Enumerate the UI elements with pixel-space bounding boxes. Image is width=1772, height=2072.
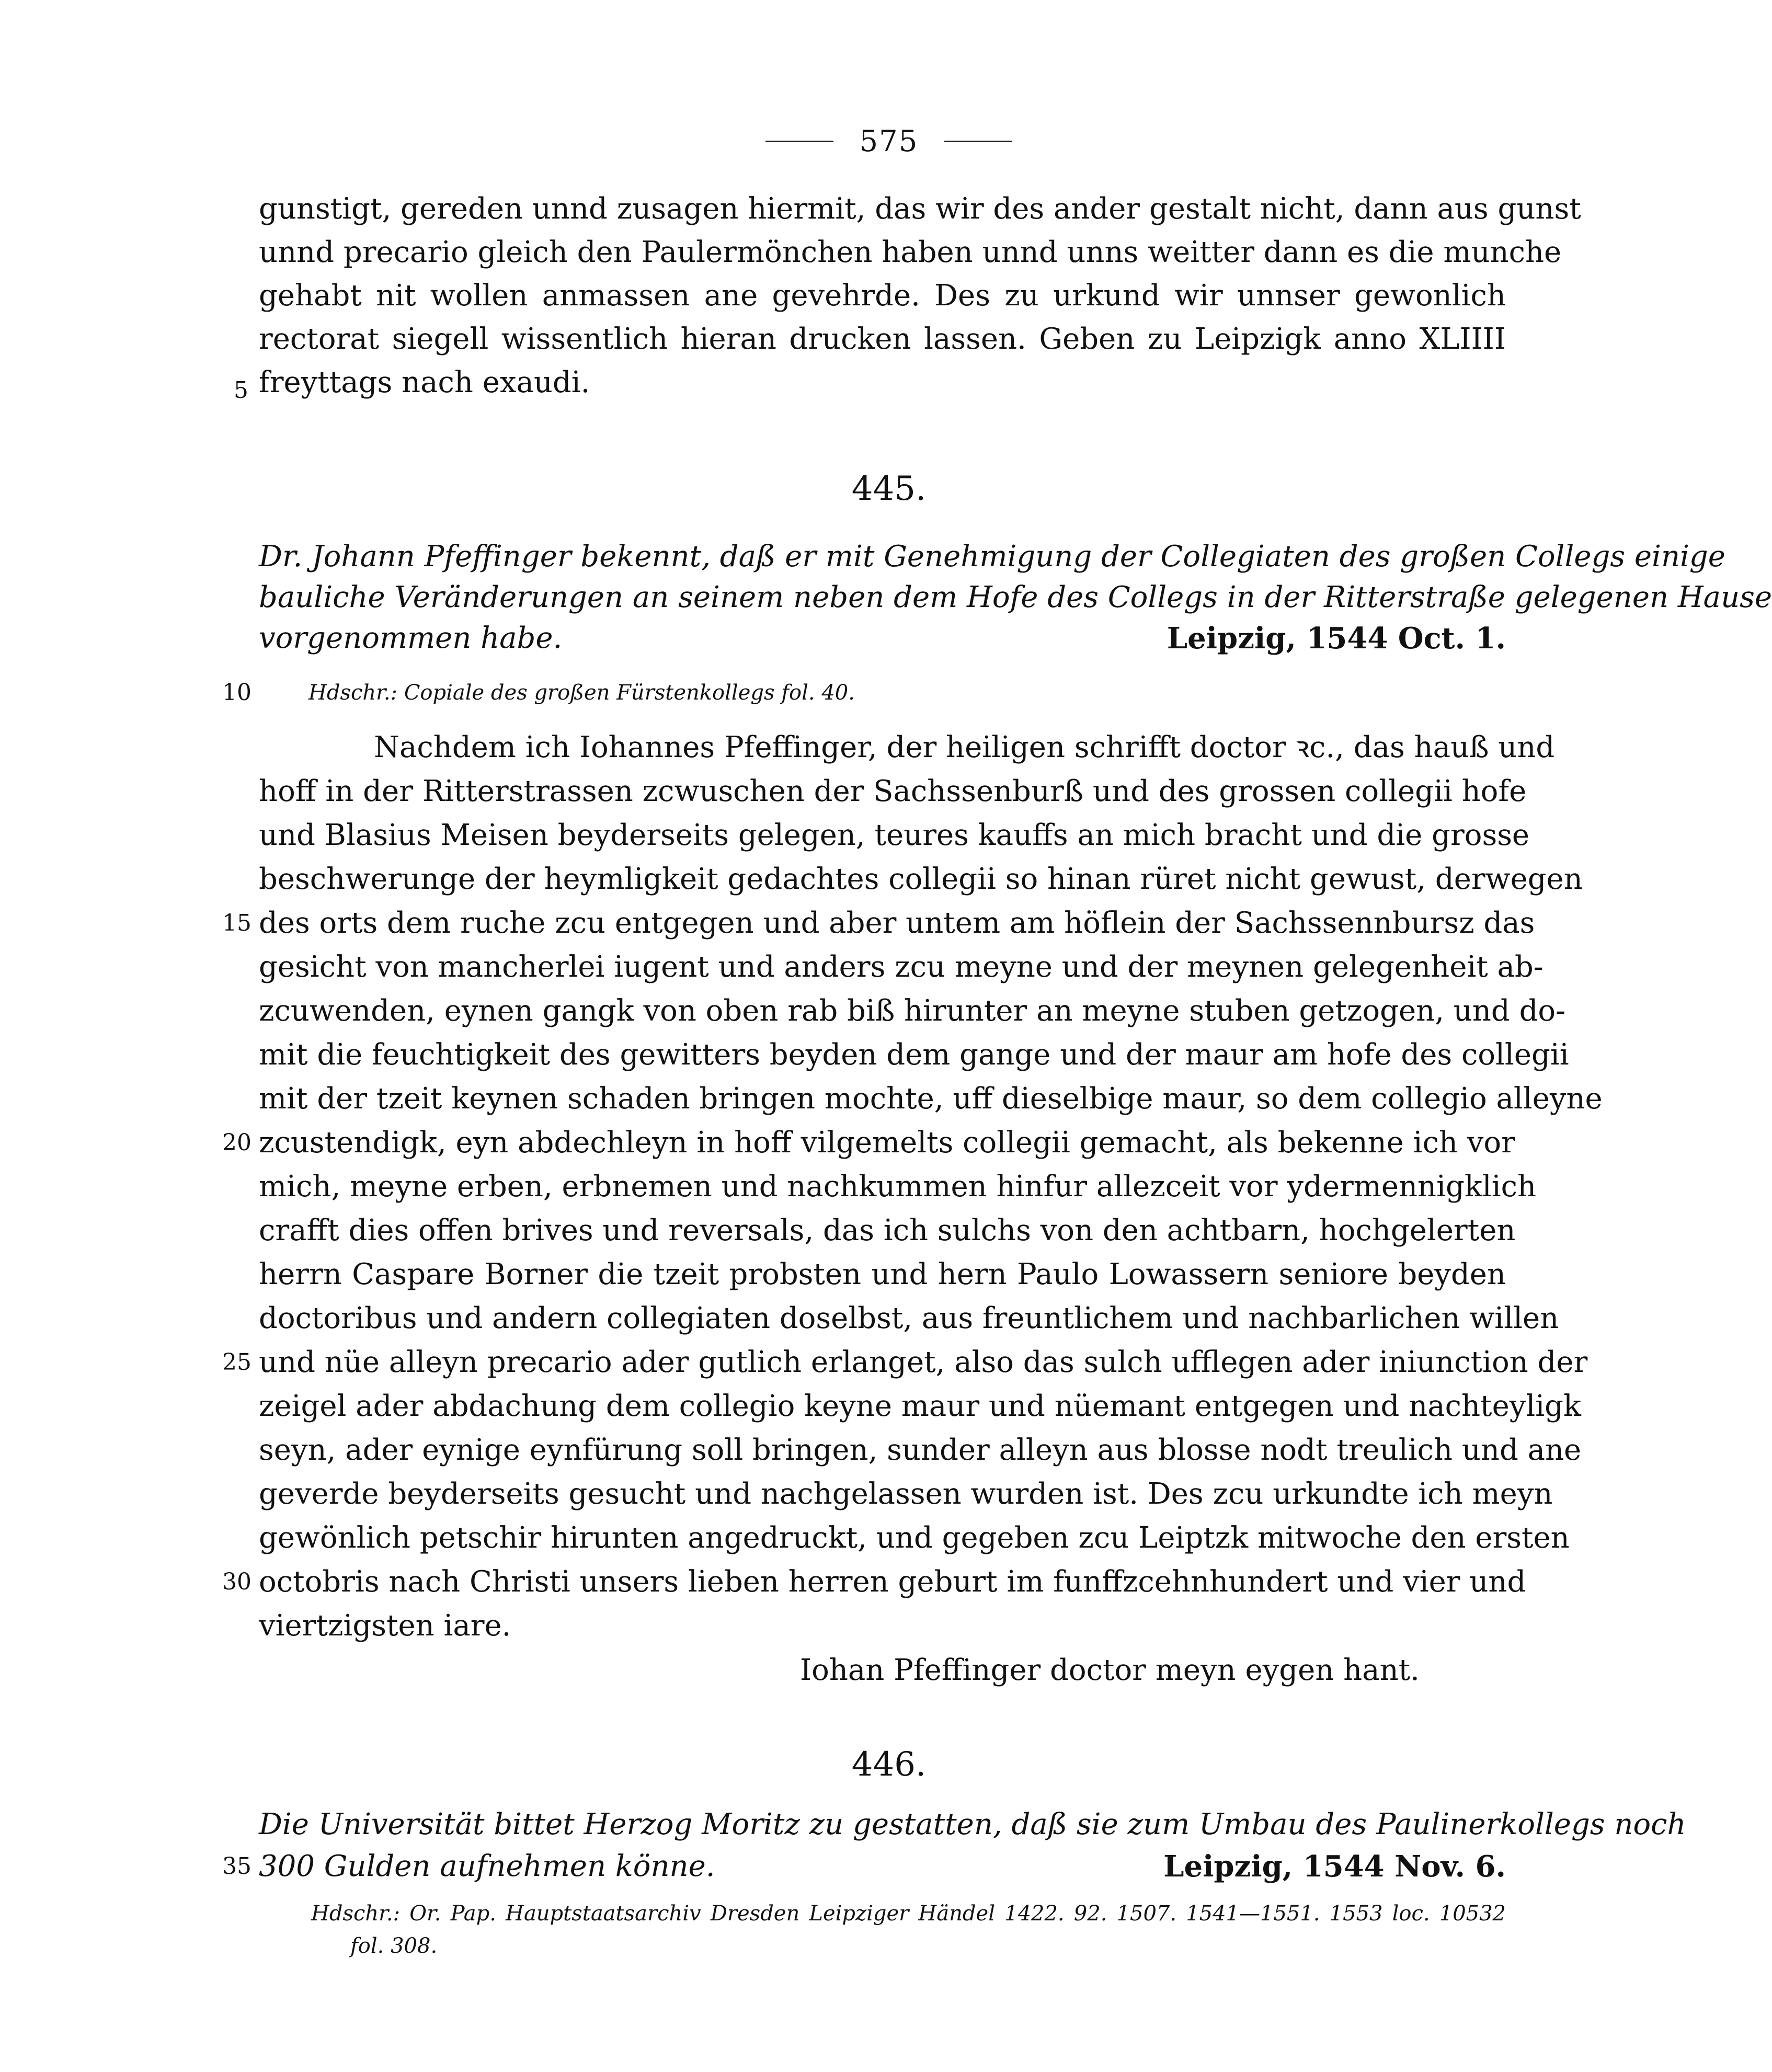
text-line: Nachdem ich Iohannes Pfeffinger, der heiligen schrifft doctor ꝛc., das hauß und xyxy=(374,730,1555,764)
source-line: fol. 308. xyxy=(350,1934,438,1958)
text-line: freyttags nach exaudi. xyxy=(259,365,590,399)
text-line: gunstigt, gereden unnd zusagen hiermit, das wir des ander gestalt nicht, dann aus gunst xyxy=(259,192,1581,226)
text-line: beschwerunge der heymligkeit gedachtes collegii so hinan rüret nicht gewust, derwegen xyxy=(259,862,1583,896)
source-line: Hdschr.: Copiale des großen Fürstenkollegs fol. 40. xyxy=(308,681,855,705)
text-line: viertzigsten iare. xyxy=(259,1609,511,1643)
line-number: 5 xyxy=(234,377,248,404)
header-rule-left xyxy=(765,141,833,142)
document-date: Leipzig, 1544 Oct. 1. xyxy=(1167,621,1506,656)
line-number: 20 xyxy=(222,1129,251,1156)
text-line: zcuwenden, eynen gangk von oben rab biß hirunter an meyne stuben getzogen, und do- xyxy=(259,994,1566,1028)
text-line: gewönlich petschir hirunten angedruckt, und gegeben zcu Leiptzk mitwoche den ersten xyxy=(259,1521,1570,1555)
text-line: und Blasius Meisen beyderseits gelegen, teures kauffs an mich bracht und die grosse xyxy=(259,818,1530,852)
line-number: 35 xyxy=(222,1853,251,1880)
regest-line: Dr. Johann Pfeffinger bekennt, daß er mit Genehmigung der Collegiaten des großen Collegs einige xyxy=(259,540,1725,574)
text-line: geverde beyderseits gesucht und nachgelassen wurden ist. Des zcu urkundte ich meyn xyxy=(259,1477,1553,1511)
regest-line: 300 Gulden aufnehmen könne. xyxy=(259,1849,715,1883)
regest-line: bauliche Veränderungen an seinem neben dem Hofe des Collegs in der Ritterstraße gelegenen Hause xyxy=(259,580,1772,614)
text-line: zcustendigk, eyn abdechleyn in hoff vilgemelts collegii gemacht, als bekenne ich vor xyxy=(259,1126,1515,1160)
text-line: unnd precario gleich den Paulermönchen haben unnd unns weitter dann es die munche xyxy=(259,235,1562,269)
regest-line: Die Universität bittet Herzog Moritz zu gestatten, daß sie zum Umbau des Paulinerkollegs noch xyxy=(259,1807,1686,1841)
page-number: 575 xyxy=(859,124,919,158)
text-line: und nüe alleyn precario ader gutlich erlanget, also das sulch ufflegen ader iniunction der xyxy=(259,1345,1588,1379)
line-number: 25 xyxy=(222,1349,251,1376)
line-number: 15 xyxy=(222,910,251,936)
text-line: herrn Caspare Borner die tzeit probsten und hern Paulo Lowassern seniore beyden xyxy=(259,1257,1506,1291)
text-line: zeigel ader abdachung dem collegio keyne maur und nüemant entgegen und nachteyligk xyxy=(259,1389,1581,1423)
header-rule-right xyxy=(944,141,1012,142)
line-number: 30 xyxy=(222,1569,251,1595)
text-line: doctoribus und andern collegiaten doselbst, aus freuntlichem und nachbarlichen willen xyxy=(259,1301,1559,1335)
line-number: 10 xyxy=(222,679,251,706)
text-line: mich, meyne erben, erbnemen und nachkummen hinfur allezceit vor ydermennigklich xyxy=(259,1170,1537,1204)
page-header xyxy=(742,120,1035,162)
text-line: seyn, ader eynige eynfürung soll bringen, sunder alleyn aus blosse nodt treulich und ane xyxy=(259,1433,1582,1467)
text-line: gehabt nit wollen anmassen ane gevehrde. Des zu urkund wir unnser gewonlich xyxy=(259,279,1506,313)
text-line: mit der tzeit keynen schaden bringen mochte, uff dieselbige maur, so dem collegio alleyne xyxy=(259,1082,1603,1116)
text-line: octobris nach Christi unsers lieben herren geburt im funffzcehnhundert und vier und xyxy=(259,1565,1526,1599)
regest-line-with-date xyxy=(259,620,1506,662)
source-line: Hdschr.: Or. Pap. Hauptstaatsarchiv Dresden Leipziger Händel 1422. 92. 1507. 1541—1551. 1553 loc. 10532 xyxy=(311,1902,1506,1926)
document-number: 445. xyxy=(851,470,927,508)
text-line: rectorat siegell wissentlich hieran drucken lassen. Geben zu Leipzigk anno XLIIII xyxy=(259,322,1506,356)
text-line: crafft dies offen brives und reversals, das ich sulchs von den achtbarn, hochgelerten xyxy=(259,1214,1516,1247)
document-date: Leipzig, 1544 Nov. 6. xyxy=(1163,1849,1506,1884)
text-line: hoff in der Ritterstrassen zcwuschen der Sachssenburß und des grossen collegii hofe xyxy=(259,774,1527,808)
signature: Iohan Pfeffinger doctor meyn eygen hant. xyxy=(800,1653,1420,1687)
text-line: gesicht von mancherlei iugent und anders zcu meyne und der meynen gelegenheit ab- xyxy=(259,950,1544,984)
text-line: des orts dem ruche zcu entgegen und aber untem am höflein der Sachssennbursz das xyxy=(259,906,1535,940)
regest-line-with-date xyxy=(259,1848,1506,1890)
text-line: mit die feuchtigkeit des gewitters beyden dem gange und der maur am hofe des collegii xyxy=(259,1038,1569,1072)
document-number: 446. xyxy=(851,1745,927,1784)
regest-line: vorgenommen habe. xyxy=(259,621,563,655)
